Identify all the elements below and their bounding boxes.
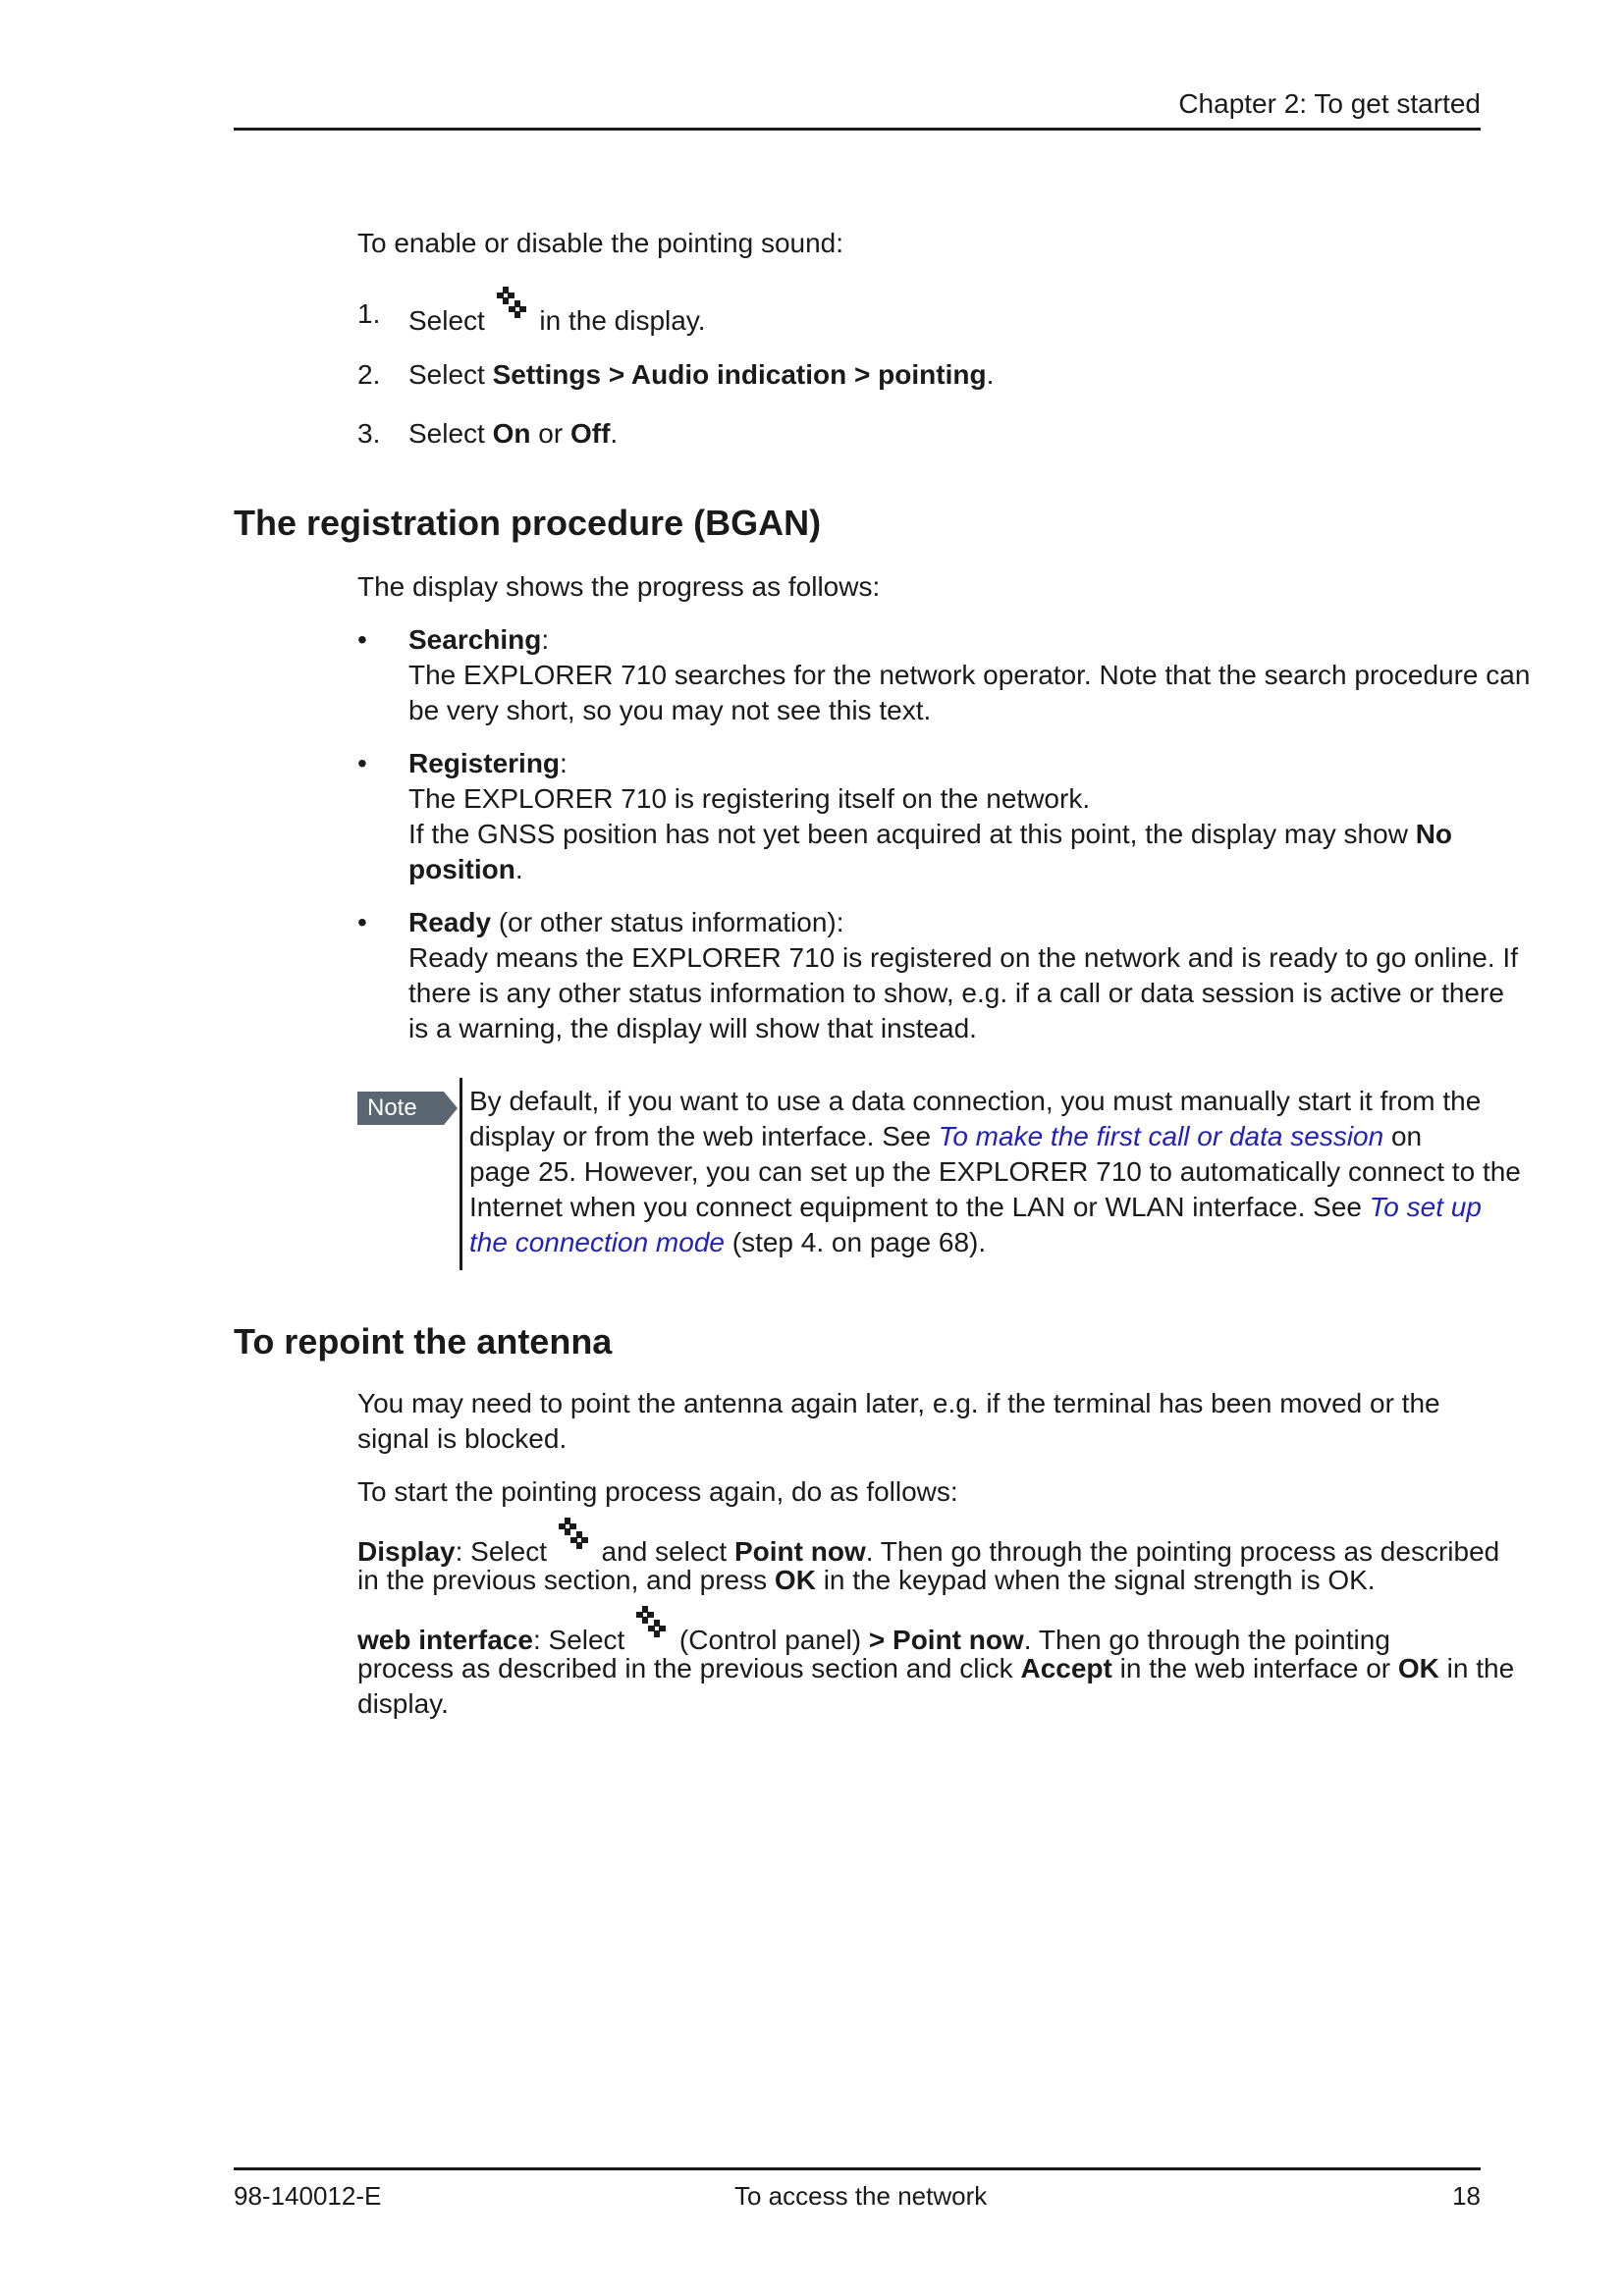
- instruction-text: (Control panel): [672, 1625, 869, 1655]
- step-text: [408, 357, 994, 393]
- bullet-line-bold: position: [408, 854, 515, 884]
- bullet-dot: •: [357, 907, 367, 937]
- step-text-pre: Select: [408, 418, 493, 449]
- doc-number: 98-140012-E: [234, 2181, 382, 2211]
- instruction-text: . Then go through the pointing process as described: [865, 1536, 1500, 1567]
- option-on: On: [492, 418, 531, 449]
- bullet-line: be very short, so you may not see this text.: [408, 695, 932, 725]
- page-number: 18: [1452, 2181, 1481, 2211]
- instruction-text: in the keypad when the signal strength is OK.: [815, 1565, 1376, 1595]
- bullet-line-text: If the GNSS position has not yet been acquired at this point, the display may show: [408, 819, 1416, 849]
- para-line: signal is blocked.: [357, 1423, 568, 1454]
- note-bar: [460, 1078, 462, 1270]
- step-text-post: .: [986, 359, 995, 390]
- bullet-line: Ready means the EXPLORER 710 is registered on the network and is ready to go online. If: [408, 942, 1518, 973]
- instruction-text: in the web interface or: [1111, 1653, 1398, 1683]
- bullet-line: [408, 817, 1452, 852]
- bullet-dot: •: [357, 748, 367, 778]
- footer-section: To access the network: [734, 2181, 988, 2211]
- instruction-text: : Select: [532, 1625, 633, 1655]
- note-line: [469, 1190, 1482, 1225]
- bullet-line-bold: No: [1415, 819, 1453, 849]
- bullet-line: The EXPLORER 710 searches for the network operator. Note that the search procedure can: [408, 660, 1531, 690]
- instruction-text: and select: [593, 1536, 734, 1567]
- note-line-text: on: [1383, 1121, 1423, 1151]
- para-line: [357, 1651, 1514, 1686]
- control-panel-icon: [493, 296, 532, 336]
- note-line: [469, 1225, 986, 1260]
- bullet-title-text: Searching: [408, 624, 542, 655]
- note-badge-label: Note: [367, 1095, 417, 1121]
- bullet-title-suffix: :: [541, 624, 550, 655]
- control-panel-icon: [555, 1527, 594, 1567]
- step-text-pre: Select: [408, 305, 485, 336]
- repoint-heading: To repoint the antenna: [234, 1321, 613, 1362]
- registration-heading: The registration procedure (BGAN): [234, 503, 822, 543]
- bullet-title-text: Registering: [408, 748, 561, 778]
- step-text: [408, 416, 618, 452]
- note-line: page 25. However, you can set up the EXPLORER 710 to automatically connect to the: [469, 1156, 1521, 1187]
- repoint-para2: To start the pointing process again, do as follows:: [357, 1476, 958, 1507]
- chapter-title: Chapter 2: To get started: [1178, 88, 1481, 119]
- menu-path: Settings > Audio indication > pointing: [492, 359, 987, 390]
- instruction-bold: Point now: [733, 1536, 866, 1567]
- registration-intro: The display shows the progress as follows:: [357, 571, 881, 602]
- bullet-dot: •: [357, 624, 367, 655]
- instruction-bold: Accept: [1020, 1653, 1112, 1683]
- step-text-post: .: [610, 418, 619, 449]
- bullet-line: The EXPLORER 710 is registering itself on the network.: [408, 783, 1091, 814]
- note-badge: [357, 1092, 444, 1125]
- step-number: 1.: [357, 298, 381, 329]
- bullet-title-text: Ready: [408, 907, 492, 937]
- link-connection-mode[interactable]: To set up: [1369, 1192, 1482, 1222]
- pointing-sound-intro: To enable or disable the pointing sound:: [357, 228, 844, 258]
- instruction-text: in the previous section, and press: [357, 1565, 775, 1595]
- instruction-bold: > Point now: [868, 1625, 1024, 1655]
- instruction-text: process as described in the previous section and click: [357, 1653, 1021, 1683]
- bullet-title-suffix: :: [560, 748, 568, 778]
- link-first-call[interactable]: To make the first call or data session: [938, 1121, 1384, 1151]
- note-line: [469, 1119, 1422, 1154]
- para-line: [357, 1563, 1376, 1598]
- control-panel-icon: [632, 1616, 672, 1655]
- bullet-line-text: .: [514, 854, 523, 884]
- bullet-title-suffix: (or other status information):: [491, 907, 844, 937]
- step-text: [408, 296, 706, 339]
- instruction-text: . Then go through the pointing: [1023, 1625, 1390, 1655]
- bullet-line: is a warning, the display will show that instead.: [408, 1013, 977, 1043]
- note-line-text: display or from the web interface. See: [469, 1121, 939, 1151]
- bullet-line: [408, 852, 523, 887]
- bullet-title: [408, 746, 568, 781]
- bullet-title: [408, 905, 844, 940]
- instruction-bold: OK: [774, 1565, 816, 1595]
- step-number: 3.: [357, 418, 381, 449]
- note-line-text: Internet when you connect equipment to the LAN or WLAN interface. See: [469, 1192, 1370, 1222]
- instruction-label: web interface: [357, 1625, 533, 1655]
- instruction-text: : Select: [455, 1536, 555, 1567]
- footer-rule: [234, 2167, 1481, 2170]
- instruction-text: in the: [1438, 1653, 1515, 1683]
- para-line: You may need to point the antenna again later, e.g. if the terminal has been moved or the: [357, 1388, 1440, 1418]
- step-text-mid: or: [530, 418, 570, 449]
- step-text-post: in the display.: [539, 305, 706, 336]
- step-text-pre: Select: [408, 359, 493, 390]
- option-off: Off: [569, 418, 611, 449]
- instruction-bold: OK: [1397, 1653, 1439, 1683]
- bullet-title: [408, 622, 549, 658]
- step-number: 2.: [357, 359, 381, 390]
- note-line-text: (step 4. on page 68).: [724, 1227, 987, 1257]
- note-line: By default, if you want to use a data connection, you must manually start it from the: [469, 1086, 1482, 1116]
- link-connection-mode[interactable]: the connection mode: [469, 1227, 725, 1257]
- para-line: display.: [357, 1688, 449, 1719]
- bullet-line: there is any other status information to show, e.g. if a call or data session is active or there: [408, 978, 1504, 1008]
- instruction-label: Display: [357, 1536, 456, 1567]
- header-rule: [234, 128, 1481, 131]
